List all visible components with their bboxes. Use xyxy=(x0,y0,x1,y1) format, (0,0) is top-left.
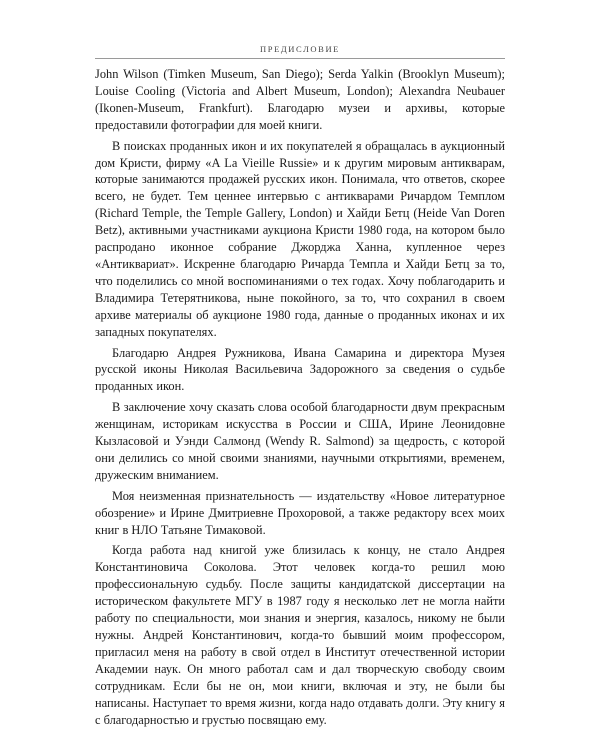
paragraph-dedication: Когда работа над книгой уже близилась к концу, не стало Андрея Константиновича Соколова. Этот человек когда-то решил мою профессиональную судьбу. После защиты кандидатской диссертации на историческом факультете МГУ в 1987 году я несколько лет не могла найти работу по специальности, мои знания и энергия, казалось, никому не были нужны. Андрей Константинович, когда-то бывший моим профессором, пригласил меня на работу в свой отдел в Институт отечественной истории Академии наук. Он много работал сам и дал творческую свободу своим сотрудникам. Если бы не он, мои книги, включая и эту, не были бы написаны. Наступает то время жизни, когда надо отдавать долги. Эту книгу я с благодарностью и грустью посвящаю ему. xyxy=(95,543,505,727)
paragraph-auction-search: В поисках проданных икон и их покупателей я обращалась в аукционный дом Кристи, фирму «A La Vieille Russie» и к другим мировым антикварам, которые занимаются продажей русских икон. Понимала, что ответов, скорее всего, не будет. Тем ценнее интервью с антикварами Ричардом Темплом (Richard Temple, the Temple Gallery, London) и Хайди Бетц (Heide Van Doren Betz), активными участниками аукциона Кристи 1980 года, на котором было распродано иконное собрание Джорджа Ханна, купленное через «Антиквариат». Искренне благодарю Ричарда Темпла и Хайди Бетц за то, что поделились со мной воспоминаниями о тех годах. Хочу поблагодарить и Владимира Тетерятникова, ныне покойного, за то, что сохранил в своем архиве материалы об аукционе 1980 года, данные о проданных иконах и их западных покупателях. xyxy=(95,138,505,339)
body-text xyxy=(95,66,505,732)
paragraph-thanks-museum: Благодарю Андрея Ружникова, Ивана Самарина и директора Музея русской иконы Николая Васильевича Задорожного за сведения о судьбе проданных икон. xyxy=(95,345,505,394)
paragraph-thanks-historians: В заключение хочу сказать слова особой благодарности двум прекрасным женщинам, историкам искусства в России и США, Ирине Леонидовне Кызласовой и Уэнди Салмонд (Wendy R. Salmond) за щедрость, с которой они делились со мной своими знаниями, научными открытиями, временем, дружеским вниманием. xyxy=(95,400,505,482)
paragraph-thanks-publisher: Моя неизменная признательность — издательству «Новое литературное обозрение» и Ирине Дмитриевне Прохоровой, а также редактору всех моих книг в НЛО Татьяне Тимаковой. xyxy=(95,488,505,537)
running-head: ПРЕДИСЛОВИЕ xyxy=(260,44,340,54)
header-rule xyxy=(95,58,505,59)
paragraph-acknowledgements-continued: John Wilson (Timken Museum, San Diego); Serda Yalkin (Brooklyn Museum); Louise Cooling (Victoria and Albert Museum, London); Alexandra Neubauer (Ikonen-Museum, Frankfurt). Благодарю музеи и архивы, которые предоставили фотографии для моей книги. xyxy=(95,67,505,132)
